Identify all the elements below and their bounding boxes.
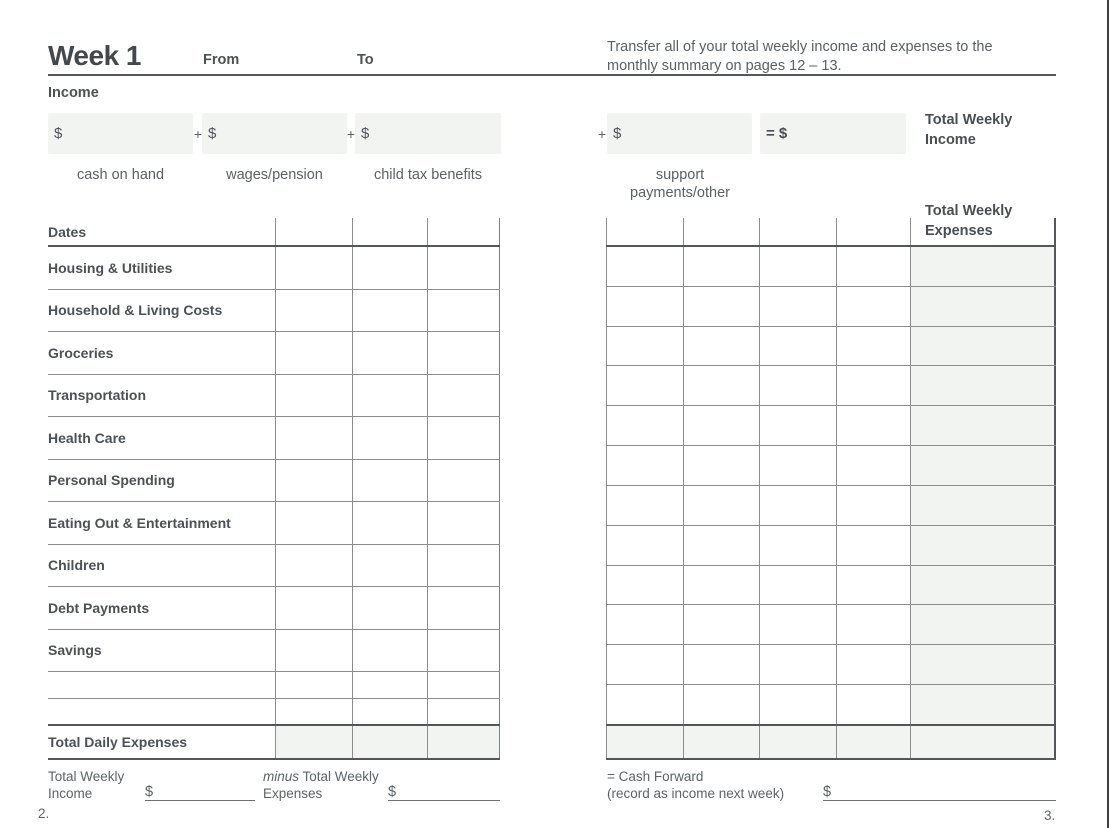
expense-amount-cell[interactable] xyxy=(910,218,1056,245)
expense-row-label-text: Eating Out & Entertainment xyxy=(48,514,231,531)
expense-row-label xyxy=(48,699,275,725)
expense-amount-cell[interactable] xyxy=(683,566,759,605)
expense-amount-cell[interactable] xyxy=(275,502,352,544)
expense-amount-cell[interactable] xyxy=(683,446,759,485)
expense-amount-cell[interactable] xyxy=(606,486,683,525)
expense-row-housing-utilities xyxy=(606,247,1056,287)
expense-amount-cell[interactable] xyxy=(683,726,759,758)
expense-amount-cell[interactable] xyxy=(683,526,759,565)
expense-row-label xyxy=(48,332,275,374)
currency-symbol: $ xyxy=(361,125,370,142)
expense-amount-cell[interactable] xyxy=(836,685,910,724)
expense-amount-cell[interactable] xyxy=(275,587,352,629)
expense-row-groceries xyxy=(606,327,1056,367)
expense-amount-cell[interactable] xyxy=(836,406,910,445)
expense-row-blank xyxy=(606,645,1056,685)
child-tax-benefits-field[interactable] xyxy=(355,113,501,154)
expense-amount-cell[interactable] xyxy=(910,406,1056,445)
expense-amount-cell[interactable] xyxy=(759,685,836,724)
expense-amount-cell[interactable] xyxy=(836,327,910,366)
expense-row-children xyxy=(606,526,1056,566)
expense-amount-cell[interactable] xyxy=(352,290,427,332)
expense-amount-cell[interactable] xyxy=(836,566,910,605)
summary-income-label: Total Weekly Income xyxy=(48,769,125,801)
expense-amount-cell[interactable] xyxy=(352,460,427,502)
expense-amount-cell[interactable] xyxy=(606,247,683,286)
expense-row-label-text: Debt Payments xyxy=(48,599,150,616)
summary-minus-expenses-label xyxy=(263,768,399,802)
expense-amount-cell[interactable] xyxy=(427,502,500,544)
expense-row-label-text: Dates xyxy=(48,223,87,240)
daily-expenses-table xyxy=(48,218,500,760)
expense-amount-cell[interactable] xyxy=(910,446,1056,485)
expense-row-household-living-costs xyxy=(606,287,1056,327)
expense-amount-cell[interactable] xyxy=(836,645,910,684)
expense-row-personal-spending xyxy=(606,446,1056,486)
expense-amount-cell[interactable] xyxy=(427,290,500,332)
expense-amount-cell[interactable] xyxy=(759,726,836,758)
expense-row-total-daily-expenses xyxy=(606,726,1056,760)
expense-amount-cell[interactable] xyxy=(759,605,836,644)
expense-row-transportation xyxy=(606,366,1056,406)
to-label: To xyxy=(357,52,374,68)
expense-row-label-text: Groceries xyxy=(48,344,114,361)
child-tax-benefits-label: child tax benefits xyxy=(373,167,482,183)
expense-amount-cell[interactable] xyxy=(352,502,427,544)
expense-amount-cell[interactable] xyxy=(910,566,1056,605)
expense-amount-cell[interactable] xyxy=(759,218,836,245)
expense-row-debt-payments xyxy=(48,587,500,630)
expense-amount-cell[interactable] xyxy=(910,685,1056,724)
expense-amount-cell[interactable] xyxy=(683,218,759,245)
expense-amount-cell[interactable] xyxy=(759,566,836,605)
expense-row-label xyxy=(48,502,275,544)
expense-amount-cell[interactable] xyxy=(352,417,427,459)
header-rule xyxy=(48,74,1056,76)
expense-amount-cell[interactable] xyxy=(427,247,500,289)
cash-forward-label xyxy=(607,768,822,802)
expense-amount-cell[interactable] xyxy=(683,486,759,525)
expense-amount-cell[interactable] xyxy=(275,218,352,245)
expense-amount-cell[interactable] xyxy=(352,218,427,245)
expense-amount-cell[interactable] xyxy=(836,366,910,405)
expense-amount-cell[interactable] xyxy=(275,332,352,374)
currency-symbol: $ xyxy=(208,125,217,142)
expense-amount-cell[interactable] xyxy=(352,630,427,672)
expense-amount-cell[interactable] xyxy=(836,726,910,758)
transfer-note xyxy=(607,38,1067,76)
expense-amount-cell[interactable] xyxy=(606,526,683,565)
total-weekly-income-field[interactable] xyxy=(760,113,906,154)
expense-amount-cell[interactable] xyxy=(910,605,1056,644)
support-payments-label: support payments/other xyxy=(630,167,730,201)
expense-amount-cell[interactable] xyxy=(606,566,683,605)
expense-amount-cell[interactable] xyxy=(606,366,683,405)
expense-amount-cell[interactable] xyxy=(836,526,910,565)
expense-amount-cell[interactable] xyxy=(910,526,1056,565)
minus-word: minus xyxy=(263,769,300,784)
expense-row-blank xyxy=(48,672,500,699)
expense-row-label xyxy=(48,375,275,417)
equals-currency-symbol: = $ xyxy=(766,125,788,142)
expense-amount-cell[interactable] xyxy=(606,287,683,326)
expense-amount-cell[interactable] xyxy=(427,332,500,374)
expense-row-housing-utilities xyxy=(48,247,500,290)
expense-amount-cell[interactable] xyxy=(275,672,352,698)
expense-amount-cell[interactable] xyxy=(759,287,836,326)
expense-row-savings xyxy=(48,630,500,673)
expense-amount-cell[interactable] xyxy=(759,645,836,684)
total-weekly-income-heading: Total Weekly Income xyxy=(925,112,1013,148)
expense-amount-cell[interactable] xyxy=(606,446,683,485)
wages-pension-field[interactable] xyxy=(202,113,347,154)
expense-amount-cell[interactable] xyxy=(275,460,352,502)
support-payments-field[interactable] xyxy=(607,113,752,154)
plus-sign: + xyxy=(193,125,203,142)
expense-amount-cell[interactable] xyxy=(275,247,352,289)
expense-row-dates xyxy=(48,218,500,247)
currency-symbol: $ xyxy=(823,784,832,800)
expense-amount-cell[interactable] xyxy=(683,287,759,326)
expense-amount-cell[interactable] xyxy=(836,446,910,485)
expense-amount-cell[interactable] xyxy=(352,247,427,289)
expense-amount-cell[interactable] xyxy=(759,406,836,445)
transfer-note-line2: monthly summary on pages 12 – 13. xyxy=(607,58,842,74)
expense-amount-cell[interactable] xyxy=(683,406,759,445)
wages-pension-label: wages/pension xyxy=(226,167,323,183)
summary-income-amount-field[interactable] xyxy=(145,770,255,801)
expense-amount-cell[interactable] xyxy=(606,726,683,758)
cash-on-hand-label: cash on hand xyxy=(76,167,165,183)
expense-row-label xyxy=(48,587,275,629)
expense-amount-cell[interactable] xyxy=(275,545,352,587)
expense-row-personal-spending xyxy=(48,460,500,503)
expense-row-label-text: Housing & Utilities xyxy=(48,259,173,276)
cash-forward-line1: = Cash Forward xyxy=(607,769,704,784)
expense-amount-cell[interactable] xyxy=(352,587,427,629)
expense-amount-cell[interactable] xyxy=(759,486,836,525)
expense-amount-cell[interactable] xyxy=(275,417,352,459)
expense-amount-cell[interactable] xyxy=(352,545,427,587)
expense-amount-cell[interactable] xyxy=(759,366,836,405)
cash-forward-amount-field[interactable] xyxy=(823,770,1056,801)
expense-amount-cell[interactable] xyxy=(683,327,759,366)
expense-amount-cell[interactable] xyxy=(606,645,683,684)
expense-row-label-text: Personal Spending xyxy=(48,472,175,489)
expense-row-dates xyxy=(606,218,1056,247)
expense-row-label xyxy=(48,247,275,289)
expense-row-label-text: Transportation xyxy=(48,387,147,404)
expense-row-label-text: Savings xyxy=(48,642,102,659)
expense-row-label-text: Total Daily Expenses xyxy=(48,734,188,750)
window-right-edge xyxy=(1107,0,1109,828)
expense-row-eating-out-entertainment xyxy=(48,502,500,545)
expense-row-children xyxy=(48,545,500,588)
total-weekly-expenses-heading: Total Weekly Expenses xyxy=(925,203,1013,239)
expense-row-health-care xyxy=(606,406,1056,446)
expense-amount-cell[interactable] xyxy=(910,486,1056,525)
expense-row-health-care xyxy=(48,417,500,460)
expense-amount-cell[interactable] xyxy=(606,605,683,644)
currency-symbol: $ xyxy=(145,784,154,800)
expense-row-label xyxy=(48,545,275,587)
expense-amount-cell[interactable] xyxy=(427,375,500,417)
expense-amount-cell[interactable] xyxy=(427,587,500,629)
expense-amount-cell[interactable] xyxy=(352,699,427,725)
expense-amount-cell[interactable] xyxy=(606,327,683,366)
currency-symbol: $ xyxy=(54,125,63,142)
expense-amount-cell[interactable] xyxy=(606,218,683,245)
expense-amount-cell[interactable] xyxy=(427,699,500,725)
expense-row-household-living-costs xyxy=(48,290,500,333)
page-number-left: 2. xyxy=(38,806,50,821)
expense-row-label xyxy=(48,417,275,459)
expense-row-label xyxy=(48,672,275,698)
expense-row-transportation xyxy=(48,375,500,418)
page-number-right: 3. xyxy=(1044,808,1056,823)
expense-amount-cell[interactable] xyxy=(910,366,1056,405)
expense-amount-cell[interactable] xyxy=(910,645,1056,684)
expense-amount-cell[interactable] xyxy=(427,726,500,758)
expense-row-label xyxy=(48,218,275,245)
page-title: Week 1 xyxy=(48,40,141,71)
plus-sign: + xyxy=(346,125,356,142)
income-section-label: Income xyxy=(48,85,99,101)
expense-amount-cell[interactable] xyxy=(836,605,910,644)
plus-sign: + xyxy=(597,125,607,142)
expense-amount-cell[interactable] xyxy=(683,645,759,684)
expense-amount-cell[interactable] xyxy=(427,218,500,245)
expense-amount-cell[interactable] xyxy=(759,327,836,366)
expense-row-label-text: Household & Living Costs xyxy=(48,302,223,319)
expense-amount-cell[interactable] xyxy=(836,486,910,525)
expense-row-label xyxy=(48,460,275,502)
expense-amount-cell[interactable] xyxy=(275,699,352,725)
expense-amount-cell[interactable] xyxy=(836,247,910,286)
expense-row-blank xyxy=(48,699,500,727)
expense-amount-cell[interactable] xyxy=(275,375,352,417)
summary-expenses-amount-field[interactable] xyxy=(388,770,500,801)
expense-row-label-text: Children xyxy=(48,557,105,574)
expense-amount-cell[interactable] xyxy=(759,526,836,565)
expense-amount-cell[interactable] xyxy=(910,327,1056,366)
expense-row-total-daily-expenses xyxy=(48,726,500,760)
minus-rest: Total Weekly Expenses xyxy=(263,769,379,801)
expense-amount-cell[interactable] xyxy=(910,247,1056,286)
weekly-expenses-table xyxy=(606,218,1056,760)
cash-forward-line2: (record as income next week) xyxy=(607,786,785,801)
expense-amount-cell[interactable] xyxy=(427,672,500,698)
currency-symbol: $ xyxy=(388,784,397,800)
expense-row-label-text: Health Care xyxy=(48,429,126,446)
expense-amount-cell[interactable] xyxy=(683,247,759,286)
expense-amount-cell[interactable] xyxy=(427,545,500,587)
expense-amount-cell[interactable] xyxy=(352,726,427,758)
expense-amount-cell[interactable] xyxy=(275,726,352,758)
expense-amount-cell[interactable] xyxy=(606,685,683,724)
expense-amount-cell[interactable] xyxy=(427,417,500,459)
currency-symbol: $ xyxy=(613,125,622,142)
expense-row-label xyxy=(48,726,275,758)
transfer-note-line1: Transfer all of your total weekly income and expenses to the xyxy=(607,39,993,55)
expense-amount-cell[interactable] xyxy=(275,290,352,332)
expense-amount-cell[interactable] xyxy=(683,366,759,405)
expense-amount-cell[interactable] xyxy=(683,605,759,644)
cash-on-hand-field[interactable] xyxy=(48,113,193,154)
expense-row-eating-out-entertainment xyxy=(606,486,1056,526)
expense-amount-cell[interactable] xyxy=(759,247,836,286)
expense-row-savings xyxy=(606,605,1056,645)
expense-amount-cell[interactable] xyxy=(427,460,500,502)
expense-amount-cell[interactable] xyxy=(683,685,759,724)
expense-amount-cell[interactable] xyxy=(836,218,910,245)
expense-amount-cell[interactable] xyxy=(910,287,1056,326)
expense-amount-cell[interactable] xyxy=(352,672,427,698)
expense-row-debt-payments xyxy=(606,566,1056,606)
expense-amount-cell[interactable] xyxy=(910,726,1056,758)
expense-amount-cell[interactable] xyxy=(606,406,683,445)
expense-row-groceries xyxy=(48,332,500,375)
expense-row-blank xyxy=(606,685,1056,726)
expense-row-label xyxy=(48,290,275,332)
expense-amount-cell[interactable] xyxy=(427,630,500,672)
from-label: From xyxy=(203,52,240,68)
expense-amount-cell[interactable] xyxy=(352,375,427,417)
expense-amount-cell[interactable] xyxy=(836,287,910,326)
expense-row-label xyxy=(48,630,275,672)
expense-amount-cell[interactable] xyxy=(759,446,836,485)
expense-amount-cell[interactable] xyxy=(275,630,352,672)
expense-amount-cell[interactable] xyxy=(352,332,427,374)
